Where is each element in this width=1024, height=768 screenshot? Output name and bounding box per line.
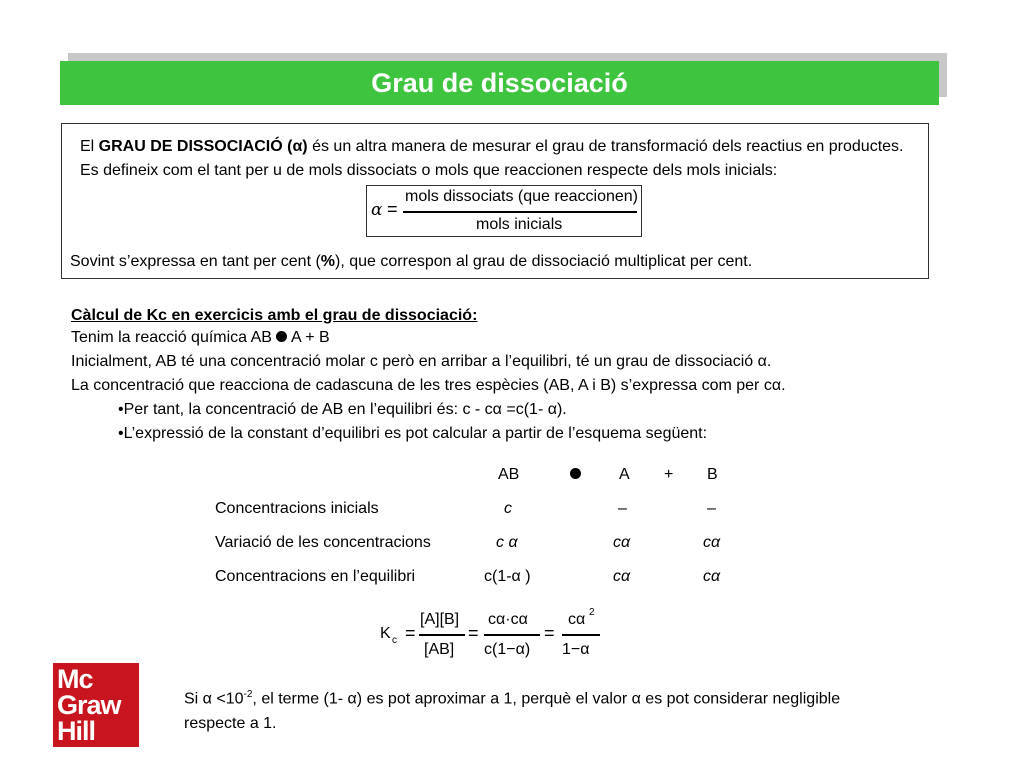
table-cell-b: cα (703, 534, 721, 551)
definition-text: El (80, 138, 99, 155)
fraction-bar (484, 634, 540, 636)
reaction-reactant: Tenim la reacció química AB (71, 329, 272, 346)
table-cell-a: cα (613, 534, 631, 551)
kc-denominator-1: [AB] (424, 641, 455, 658)
table-cell-a: – (618, 500, 627, 517)
reaction-products: A + B (290, 329, 330, 346)
kc-numerator-3: cα (568, 611, 586, 628)
calc-line-1 (71, 328, 330, 348)
table-cell-ab: c(1-α ) (484, 568, 531, 585)
calc-line-2: Inicialment, AB té una concentració molar c però en arribar a l’equilibri, té un grau de dissociació α. (71, 353, 772, 370)
equals-sign: = (544, 623, 555, 643)
kc-denominator-2: c(1−α) (484, 641, 531, 658)
definition-text: és un altra manera de mesurar el grau de transformació dels reactius en productes. (307, 138, 904, 155)
reaction-arrow-bullet-icon (276, 331, 287, 342)
table-header-a: A (619, 466, 630, 483)
equals-sign: = (387, 199, 398, 219)
alpha-formula-box (366, 185, 642, 237)
equals-sign: = (468, 623, 479, 643)
footnote-exponent: -2 (243, 689, 253, 700)
table-cell-ab: c (504, 500, 512, 517)
reaction-arrow-bullet-icon (570, 468, 581, 479)
equals-sign: = (405, 623, 416, 643)
definition-text: Sovint s’expressa en tant per cent ( (70, 253, 321, 270)
footnote-line-2: respecte a 1. (184, 715, 277, 733)
kc-formula (376, 607, 616, 667)
table-header-b: B (707, 466, 718, 483)
formula-denominator: mols inicials (476, 216, 563, 233)
formula-numerator: mols dissociats (que reaccionen) (405, 188, 638, 205)
footnote-text: , el terme (1- α) es pot aproximar a 1, perquè el valor α es pot considerar negligible (252, 690, 841, 708)
logo-line: Graw (57, 690, 121, 720)
kc-k: K (380, 625, 391, 642)
fraction-bar (419, 634, 465, 636)
kc-numerator-2: cα·cα (488, 611, 528, 628)
definition-text: ), que correspon al grau de dissociació multiplicat per cent. (335, 253, 753, 270)
table-cell-ab: c α (496, 534, 518, 551)
mcgraw-hill-logo (53, 663, 139, 747)
fraction-bar (562, 634, 600, 636)
title-bar (60, 61, 939, 105)
footnote-text: Si α <10 (184, 690, 244, 708)
alpha-symbol: α (371, 200, 383, 220)
calc-line-3: La concentració que reacciona de cadascuna de les tres espècies (AB, A i B) s’expressa com per cα. (71, 377, 786, 394)
definition-line-2: Es defineix com el tant per u de mols dissociats o mols que reaccionen respecte dels mols inicials: (80, 162, 778, 179)
calc-heading: Càlcul de Kc en exercicis amb el grau de dissociació: (71, 307, 478, 324)
table-header-arrow (566, 465, 585, 485)
kc-denominator-3: 1−α (562, 641, 590, 658)
definition-line-3 (70, 252, 752, 272)
calc-bullet-1: •Per tant, la concentració de AB en l’equilibri és: c - cα =c(1- α). (118, 401, 567, 418)
fraction-bar (403, 211, 637, 213)
table-row-label: Variació de les concentracions (215, 534, 431, 551)
table-cell-b: – (707, 500, 716, 517)
table-cell-a: cα (613, 568, 631, 585)
table-row-label: Concentracions inicials (215, 500, 379, 517)
kc-numerator-1: [A][B] (420, 611, 460, 628)
kc-subscript: c (392, 635, 397, 646)
footnote-line-1 (184, 682, 904, 711)
logo-line: Hill (57, 716, 96, 746)
page-title: Grau de dissociació (371, 67, 628, 98)
table-row-label: Concentracions en l’equilibri (215, 568, 416, 585)
logo-line: Mc (57, 664, 93, 694)
footnote (184, 682, 904, 736)
table-header-plus: + (664, 466, 674, 483)
percent-symbol: % (320, 253, 336, 270)
table-cell-b: cα (703, 568, 721, 585)
definition-term: GRAU DE DISSOCIACIÓ (α) (98, 138, 308, 155)
calc-bullet-2: •L’expressió de la constant d’equilibri es pot calcular a partir de l’esquema següent: (118, 425, 708, 442)
definition-line-1 (80, 137, 903, 157)
table-header-ab: AB (498, 466, 520, 483)
kc-exponent: 2 (589, 607, 595, 618)
